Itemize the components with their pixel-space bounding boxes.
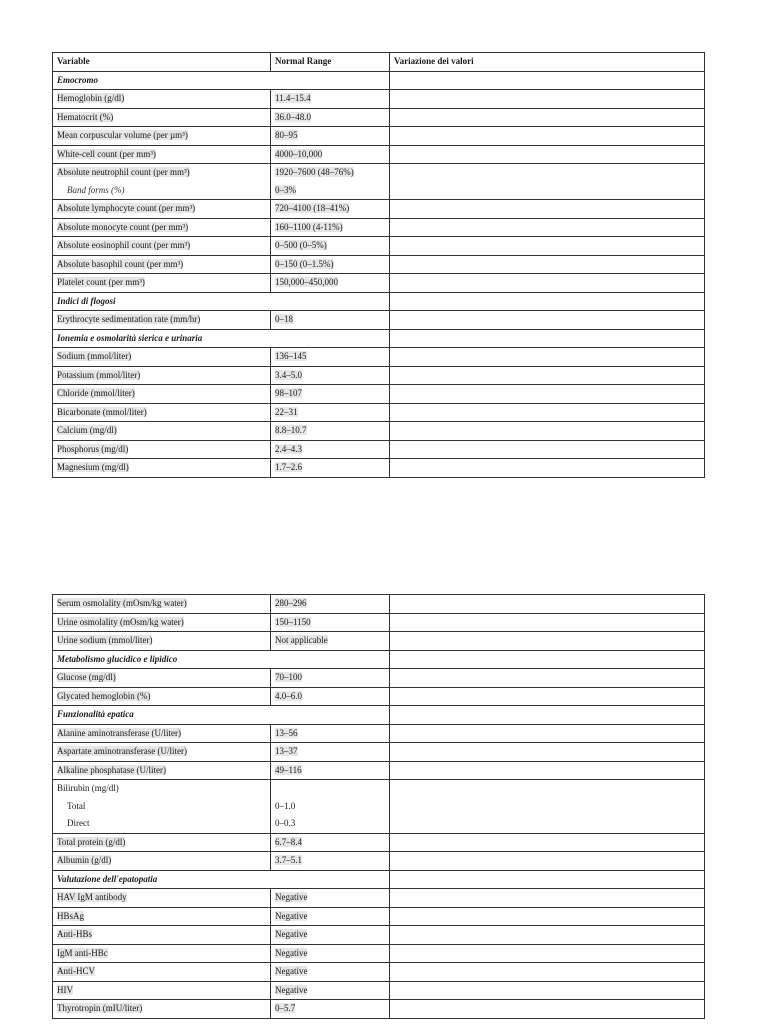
table-row (53, 944, 705, 963)
variable-cell (53, 981, 271, 1000)
normal-range-cell (271, 90, 390, 109)
normal-range-value: 160–1100 (4-11%) (275, 221, 343, 232)
variable-label: Direct (67, 818, 90, 829)
variation-cell (390, 870, 705, 889)
variation-cell (390, 440, 705, 459)
normal-range-cell (271, 422, 390, 441)
table-row (53, 255, 705, 274)
normal-range-cell (271, 440, 390, 459)
normal-range-cell (271, 815, 390, 833)
variation-cell (390, 182, 705, 200)
section-header-row (53, 292, 705, 311)
variable-cell (53, 403, 271, 422)
normal-range-cell (271, 274, 390, 293)
normal-range-value: 150,000–450,000 (275, 277, 338, 288)
variable-cell (53, 108, 271, 127)
variable-label: HAV IgM antibody (57, 892, 127, 903)
variation-cell (390, 963, 705, 982)
section-header-row (53, 329, 705, 348)
normal-range-cell (271, 200, 390, 219)
variable-cell (53, 440, 271, 459)
normal-range-value: 0–150 (0–1.5%) (275, 258, 334, 269)
variable-cell (53, 815, 271, 833)
variable-cell (53, 761, 271, 780)
table-row (53, 761, 705, 780)
normal-range-value: 136–145 (275, 351, 307, 362)
table-row (53, 422, 705, 441)
variable-cell (53, 963, 271, 982)
normal-range-cell (271, 613, 390, 632)
variable-label: IgM anti-HBc (57, 947, 108, 958)
normal-range-value: Negative (275, 984, 308, 995)
variable-cell (53, 164, 271, 182)
normal-range-value: 11.4–15.4 (275, 93, 311, 104)
table-row (53, 852, 705, 871)
variable-cell (53, 385, 271, 404)
normal-range-value: Negative (275, 929, 308, 940)
header-variable: Variable (53, 53, 271, 72)
variable-label: Magnesium (mg/dl) (57, 462, 129, 473)
table-row (53, 595, 705, 614)
normal-range-cell (271, 255, 390, 274)
normal-range-value: 1920–7600 (48–76%) (275, 167, 354, 178)
variable-cell (53, 366, 271, 385)
table-row (53, 274, 705, 293)
variable-label: White-cell count (per mm³) (57, 148, 156, 159)
table-row (53, 724, 705, 743)
section-header-row (53, 706, 705, 725)
section-header-row (53, 650, 705, 669)
variation-cell (390, 108, 705, 127)
table-body-2 (53, 595, 705, 1019)
table-row (53, 108, 705, 127)
normal-range-cell (271, 632, 390, 651)
variable-label: Absolute monocyte count (per mm³) (57, 221, 189, 232)
variable-label: Absolute lymphocyte count (per mm³) (57, 203, 196, 214)
table-row (53, 145, 705, 164)
normal-range-cell (271, 218, 390, 237)
header-variazione: Variazione dei valori (390, 53, 705, 72)
normal-range-value: 720–4100 (18–41%) (275, 203, 350, 214)
table-row (53, 348, 705, 367)
variable-cell (53, 944, 271, 963)
variable-label: Band forms (%) (67, 184, 125, 195)
variable-label: Bicarbonate (mmol/liter) (57, 406, 147, 417)
variation-cell (390, 403, 705, 422)
variable-label: Chloride (mmol/liter) (57, 388, 135, 399)
variation-cell (390, 926, 705, 945)
variable-label: Urine osmolality (mOsm/kg water) (57, 616, 184, 627)
variation-cell (390, 944, 705, 963)
lab-table-part-1 (52, 52, 704, 478)
normal-range-value: 98–107 (275, 388, 302, 399)
variable-cell (53, 274, 271, 293)
variable-cell (53, 926, 271, 945)
variable-label: Thyrotropin (mIU/liter) (57, 1003, 143, 1014)
normal-range-value: 22–31 (275, 406, 298, 417)
variable-cell (53, 743, 271, 762)
variation-cell (390, 422, 705, 441)
variable-cell (53, 145, 271, 164)
variable-cell (53, 724, 271, 743)
variation-cell (390, 852, 705, 871)
normal-range-value: Not applicable (275, 635, 328, 646)
table-row (53, 385, 705, 404)
variable-cell (53, 422, 271, 441)
variation-cell (390, 981, 705, 1000)
table-row (53, 669, 705, 688)
variable-cell (53, 459, 271, 478)
normal-range-cell (271, 981, 390, 1000)
variable-label: HBsAg (57, 910, 85, 921)
variable-cell (53, 852, 271, 871)
variation-cell (390, 907, 705, 926)
variable-label: HIV (57, 984, 73, 995)
normal-range-cell (271, 108, 390, 127)
normal-range-value: 8.8–10.7 (275, 425, 307, 436)
variable-label: Aspartate aminotransferase (U/liter) (57, 746, 187, 757)
variation-cell (390, 780, 705, 798)
variable-label: Mean corpuscular volume (per µm³) (57, 130, 188, 141)
table-row (53, 200, 705, 219)
variation-cell (390, 127, 705, 146)
variation-cell (390, 329, 705, 348)
table-row (53, 1000, 705, 1019)
lab-table-part-2 (52, 594, 704, 1019)
variable-cell (53, 613, 271, 632)
variation-cell (390, 724, 705, 743)
variable-cell (53, 833, 271, 852)
normal-range-value: 6.7–8.4 (275, 836, 302, 847)
normal-range-value: 4000–10,000 (275, 148, 323, 159)
normal-range-cell (271, 145, 390, 164)
section-label: Funzionalità epatica (53, 706, 390, 725)
table-subrow (53, 780, 705, 798)
table-row (53, 237, 705, 256)
variable-label: Absolute basophil count (per mm³) (57, 258, 184, 269)
variation-cell (390, 237, 705, 256)
variation-cell (390, 311, 705, 330)
variable-label: Absolute neutrophil count (per mm³) (57, 167, 190, 178)
normal-range-cell (271, 366, 390, 385)
variation-cell (390, 669, 705, 688)
lab-values-table-1 (52, 52, 705, 478)
variable-label: Phosphorus (mg/dl) (57, 443, 129, 454)
table-header-row (53, 53, 705, 72)
normal-range-cell (271, 182, 390, 200)
variable-label: Albumin (g/dl) (57, 855, 112, 866)
table-row (53, 907, 705, 926)
normal-range-cell (271, 1000, 390, 1019)
normal-range-value: 0–3% (275, 184, 296, 195)
normal-range-cell (271, 724, 390, 743)
variation-cell (390, 743, 705, 762)
normal-range-value: 70–100 (275, 672, 302, 683)
normal-range-cell (271, 385, 390, 404)
table-row (53, 687, 705, 706)
variation-cell (390, 274, 705, 293)
normal-range-value: Negative (275, 966, 308, 977)
normal-range-cell (271, 595, 390, 614)
normal-range-cell (271, 164, 390, 182)
normal-range-value: 0–0.3 (275, 818, 296, 829)
variable-label: Calcium (mg/dl) (57, 425, 117, 436)
normal-range-value: 3.7–5.1 (275, 855, 302, 866)
variation-cell (390, 366, 705, 385)
variable-label: Urine sodium (mmol/liter) (57, 635, 153, 646)
normal-range-cell (271, 780, 390, 798)
normal-range-cell (271, 403, 390, 422)
section-label: Metabolismo glucidico e lipidico (53, 650, 390, 669)
variable-label: Bilirubin (mg/dl) (57, 783, 119, 794)
normal-range-cell (271, 944, 390, 963)
variable-label: Absolute eosinophil count (per mm³) (57, 240, 191, 251)
variable-label: Anti-HCV (57, 966, 95, 977)
table-row (53, 743, 705, 762)
table-row (53, 963, 705, 982)
table-row (53, 440, 705, 459)
table-row (53, 613, 705, 632)
table-body-1 (53, 71, 705, 477)
variation-cell (390, 71, 705, 90)
table-row (53, 459, 705, 478)
table-row (53, 164, 705, 182)
normal-range-value: 3.4–5.0 (275, 369, 302, 380)
variable-cell (53, 90, 271, 109)
table-row (53, 311, 705, 330)
normal-range-value: Negative (275, 892, 308, 903)
variable-cell (53, 200, 271, 219)
table-row (53, 889, 705, 908)
normal-range-cell (271, 743, 390, 762)
variable-cell (53, 1000, 271, 1019)
variable-cell (53, 889, 271, 908)
table-row (53, 833, 705, 852)
variation-cell (390, 650, 705, 669)
variable-cell (53, 182, 271, 200)
variation-cell (390, 613, 705, 632)
variable-cell (53, 780, 271, 798)
variation-cell (390, 833, 705, 852)
variation-cell (390, 459, 705, 478)
variable-label: Potassium (mmol/liter) (57, 369, 141, 380)
normal-range-value: Negative (275, 947, 308, 958)
variable-label: Erythrocyte sedimentation rate (mm/hr) (57, 314, 201, 325)
variable-cell (53, 127, 271, 146)
normal-range-cell (271, 963, 390, 982)
normal-range-cell (271, 798, 390, 816)
normal-range-value: 150–1150 (275, 616, 311, 627)
variable-label: Anti-HBs (57, 929, 93, 940)
section-label: Ionemia e osmolarità sierica e urinaria (53, 329, 390, 348)
variation-cell (390, 164, 705, 182)
variation-cell (390, 1000, 705, 1019)
variable-label: Total (67, 800, 86, 811)
normal-range-cell (271, 761, 390, 780)
section-header-row (53, 870, 705, 889)
table-row (53, 90, 705, 109)
section-label: Valutazione dell'epatopatia (53, 870, 390, 889)
variation-cell (390, 761, 705, 780)
normal-range-value: 80–95 (275, 130, 298, 141)
table-subrow (53, 798, 705, 816)
normal-range-value: 0–18 (275, 314, 293, 325)
normal-range-value: 4.0–6.0 (275, 690, 302, 701)
variable-label: Hemoglobin (g/dl) (57, 93, 125, 104)
table-row (53, 127, 705, 146)
normal-range-value: 36.0–48.0 (275, 111, 311, 122)
table-row (53, 926, 705, 945)
variation-cell (390, 292, 705, 311)
normal-range-value: 13–37 (275, 746, 298, 757)
table-row (53, 981, 705, 1000)
table-row (53, 632, 705, 651)
variation-cell (390, 706, 705, 725)
variation-cell (390, 687, 705, 706)
normal-range-value: 1.7–2.6 (275, 462, 302, 473)
normal-range-cell (271, 348, 390, 367)
variable-cell (53, 687, 271, 706)
table-subrow (53, 182, 705, 200)
normal-range-value: 280–296 (275, 598, 307, 609)
variation-cell (390, 218, 705, 237)
section-label: Emocromo (53, 71, 390, 90)
normal-range-value: 2.4–4.3 (275, 443, 302, 454)
normal-range-cell (271, 127, 390, 146)
variation-cell (390, 200, 705, 219)
table-subrow (53, 815, 705, 833)
variation-cell (390, 815, 705, 833)
variable-cell (53, 798, 271, 816)
normal-range-cell (271, 687, 390, 706)
variation-cell (390, 632, 705, 651)
variable-cell (53, 669, 271, 688)
table-row (53, 218, 705, 237)
variable-cell (53, 218, 271, 237)
normal-range-value: Negative (275, 910, 308, 921)
variable-label: Glucose (mg/dl) (57, 672, 116, 683)
variation-cell (390, 145, 705, 164)
variation-cell (390, 90, 705, 109)
normal-range-cell (271, 669, 390, 688)
variation-cell (390, 595, 705, 614)
normal-range-value: 0–5.7 (275, 1003, 296, 1014)
variable-cell (53, 632, 271, 651)
normal-range-cell (271, 889, 390, 908)
variable-cell (53, 595, 271, 614)
variable-cell (53, 311, 271, 330)
variable-cell (53, 255, 271, 274)
variable-label: Sodium (mmol/liter) (57, 351, 132, 362)
normal-range-cell (271, 459, 390, 478)
table-row (53, 403, 705, 422)
normal-range-cell (271, 907, 390, 926)
variation-cell (390, 385, 705, 404)
variable-label: Total protein (g/dl) (57, 836, 126, 847)
variable-label: Alkaline phosphatase (U/liter) (57, 764, 166, 775)
normal-range-value: 0–500 (0–5%) (275, 240, 327, 251)
variable-label: Hematocrit (%) (57, 111, 114, 122)
variation-cell (390, 798, 705, 816)
variation-cell (390, 255, 705, 274)
variable-label: Serum osmolality (mOsm/kg water) (57, 598, 187, 609)
header-normal-range: Normal Range (271, 53, 390, 72)
section-label: Indici di flogosi (53, 292, 390, 311)
normal-range-cell (271, 833, 390, 852)
variable-cell (53, 237, 271, 256)
normal-range-cell (271, 237, 390, 256)
variable-cell (53, 348, 271, 367)
lab-values-table-2 (52, 594, 705, 1019)
normal-range-value: 13–56 (275, 727, 298, 738)
variable-label: Platelet count (per mm³) (57, 277, 145, 288)
normal-range-value: 0–1.0 (275, 800, 296, 811)
variation-cell (390, 348, 705, 367)
normal-range-cell (271, 852, 390, 871)
normal-range-cell (271, 311, 390, 330)
variable-label: Alanine aminotransferase (U/liter) (57, 727, 181, 738)
variable-cell (53, 907, 271, 926)
variation-cell (390, 889, 705, 908)
section-header-row (53, 71, 705, 90)
variable-label: Glycated hemoglobin (%) (57, 690, 151, 701)
table-row (53, 366, 705, 385)
normal-range-cell (271, 926, 390, 945)
normal-range-value: 49–116 (275, 764, 302, 775)
